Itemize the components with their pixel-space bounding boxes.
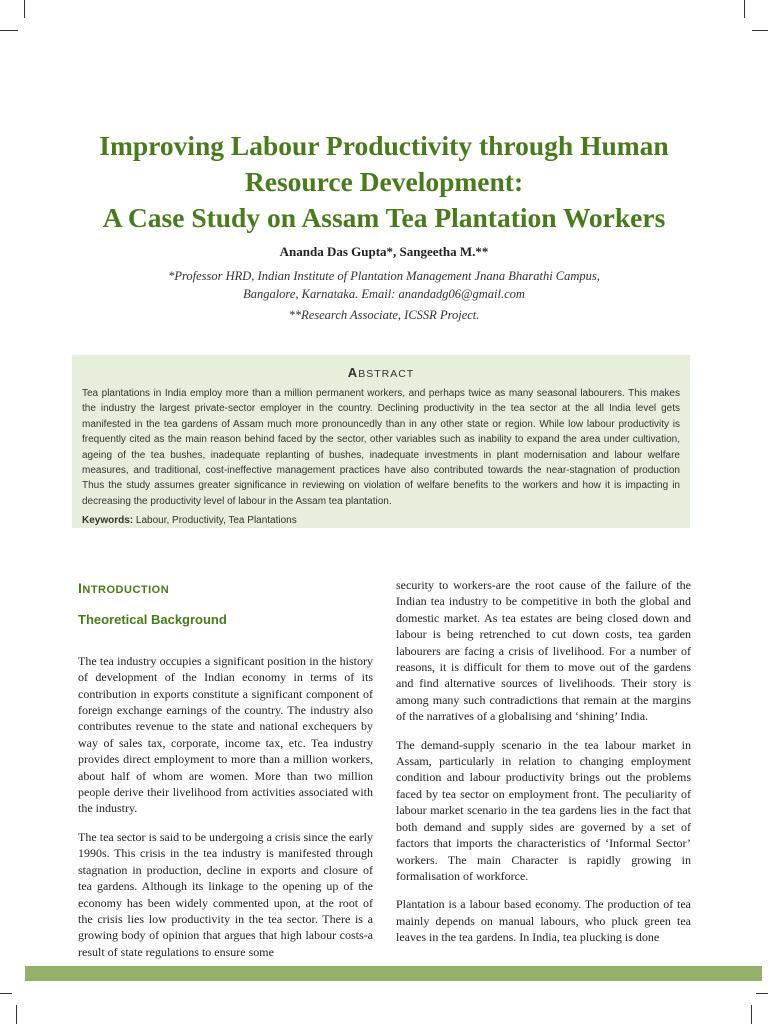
affiliation-line: Bangalore, Karnataka. Email: anandadg06@gmail.com: [243, 287, 525, 301]
section-heading-introduction: [78, 580, 373, 598]
abstract-box: [72, 355, 690, 528]
abstract-heading-initial: A: [347, 365, 359, 380]
paper-title: [40, 128, 728, 236]
affiliation-line: *Professor HRD, Indian Institute of Plantation Management Jnana Bharathi Campus,: [168, 269, 600, 283]
crop-mark: [16, 1005, 17, 1024]
paragraph: The demand-supply scenario in the tea labour market in Assam, particularly in relation to changing employment condition and labour productivity brings out the problems faced by tea sector on employment front. The peculiarity of labour market scenario in the tea gardens lies in the fact that both demand and supply sides are governed by a set of factors that imports the characteristics of ‘Informal Sector’ workers. The main Character is rapidly growing in formalisation of workforce.: [396, 737, 691, 883]
right-column: [396, 577, 691, 958]
section-initial: I: [78, 580, 83, 596]
paragraph: The tea sector is said to be undergoing a crisis since the early 1990s. This crisis in the tea industry is manifested through stagnation in production, decline in exports and closure of tea gardens. Although its linkage to the opening up of the economy has been widely commented upon, at the root of the crisis lies low productivity in the tea sector. There is a growing body of opinion that argues that high labour costs-a result of state regulations to ensure some: [78, 829, 373, 959]
paragraph: security to workers-are the root cause of the failure of the Indian tea industry to be competitive in both the global and domestic market. As tea estates are being closed down and labour is being retrenched to cut down costs, tea garden labourers are facing a crisis of livelihood. For a number of reasons, it is difficult for them to move out of the gardens and find alternative sources of livelihoods. Their story is among many such contradictions that remain at the margins of the narratives of a globalising and ‘shining’ India.: [396, 578, 691, 724]
left-column: [78, 580, 373, 972]
keywords-list: Labour, Productivity, Tea Plantations: [135, 515, 297, 527]
crop-mark: [751, 1005, 752, 1024]
footer-bar: [25, 966, 762, 981]
crop-mark: [0, 993, 12, 994]
paragraph: The tea industry occupies a significant position in the history of development of the Indian economy in terms of its contribution in exports constitute a significant component of foreign exchange earnings of the country. The industry also contributes revenue to the state and national exchequers by way of sales tax, corporate, income tax, etc. Tea industry provides direct employment to more than a million workers, about half of whom are women. More than two million people derive their livelihood from activities associated with the industry.: [78, 653, 373, 816]
crop-mark: [24, 0, 25, 18]
title-line: Resource Development:: [244, 166, 524, 197]
affiliation-1: [40, 267, 728, 303]
abstract-text: Tea plantations in India employ more than a million permanent workers, and perhaps twice as many seasonal labourers. This makes the industry the largest private-sector employer in the country. Declining productivity in the tea sector at the all India level gets manifested in the tea gardens of Assam much more pronouncedly than in any other state or region. While low labour productivity is frequently cited as the main reason behind faced by the sector, other variables such as inability to expand the area under cultivation, ageing of the tea bushes, inadequate replanting of bushes, inadequate investments in plant modernisation and labour welfare measures, and traditional, cost-ineffective management practices have also contributed towards the near-stagnation of production Thus the study assumes greater significance in reviewing on violation of welfare benefits to the workers and how it is impacting in decreasing the productivity level of labour in the Assam tea plantation.: [82, 388, 680, 507]
subsection-heading: Theoretical Background: [78, 612, 227, 628]
abstract-heading-rest: BSTRACT: [358, 368, 415, 380]
authors: Ananda Das Gupta*, Sangeetha M.**: [279, 244, 489, 259]
affiliation-2: **Research Associate, ICSSR Project.: [288, 308, 480, 322]
crop-mark: [744, 0, 745, 18]
keywords: [82, 515, 680, 526]
abstract-heading: [82, 365, 680, 380]
crop-mark: [752, 30, 768, 31]
paragraph: Plantation is a labour based economy. The production of tea mainly depends on manual labours, who pluck green tea leaves in the tea gardens. In India, tea plucking is done: [396, 897, 691, 945]
title-line: A Case Study on Assam Tea Plantation Workers: [102, 202, 666, 233]
title-line: Improving Labour Productivity through Human: [99, 130, 669, 161]
crop-mark: [756, 993, 768, 994]
crop-mark: [0, 30, 18, 31]
keywords-label: Keywords:: [82, 515, 134, 527]
section-rest: NTRODUCTION: [82, 584, 170, 596]
